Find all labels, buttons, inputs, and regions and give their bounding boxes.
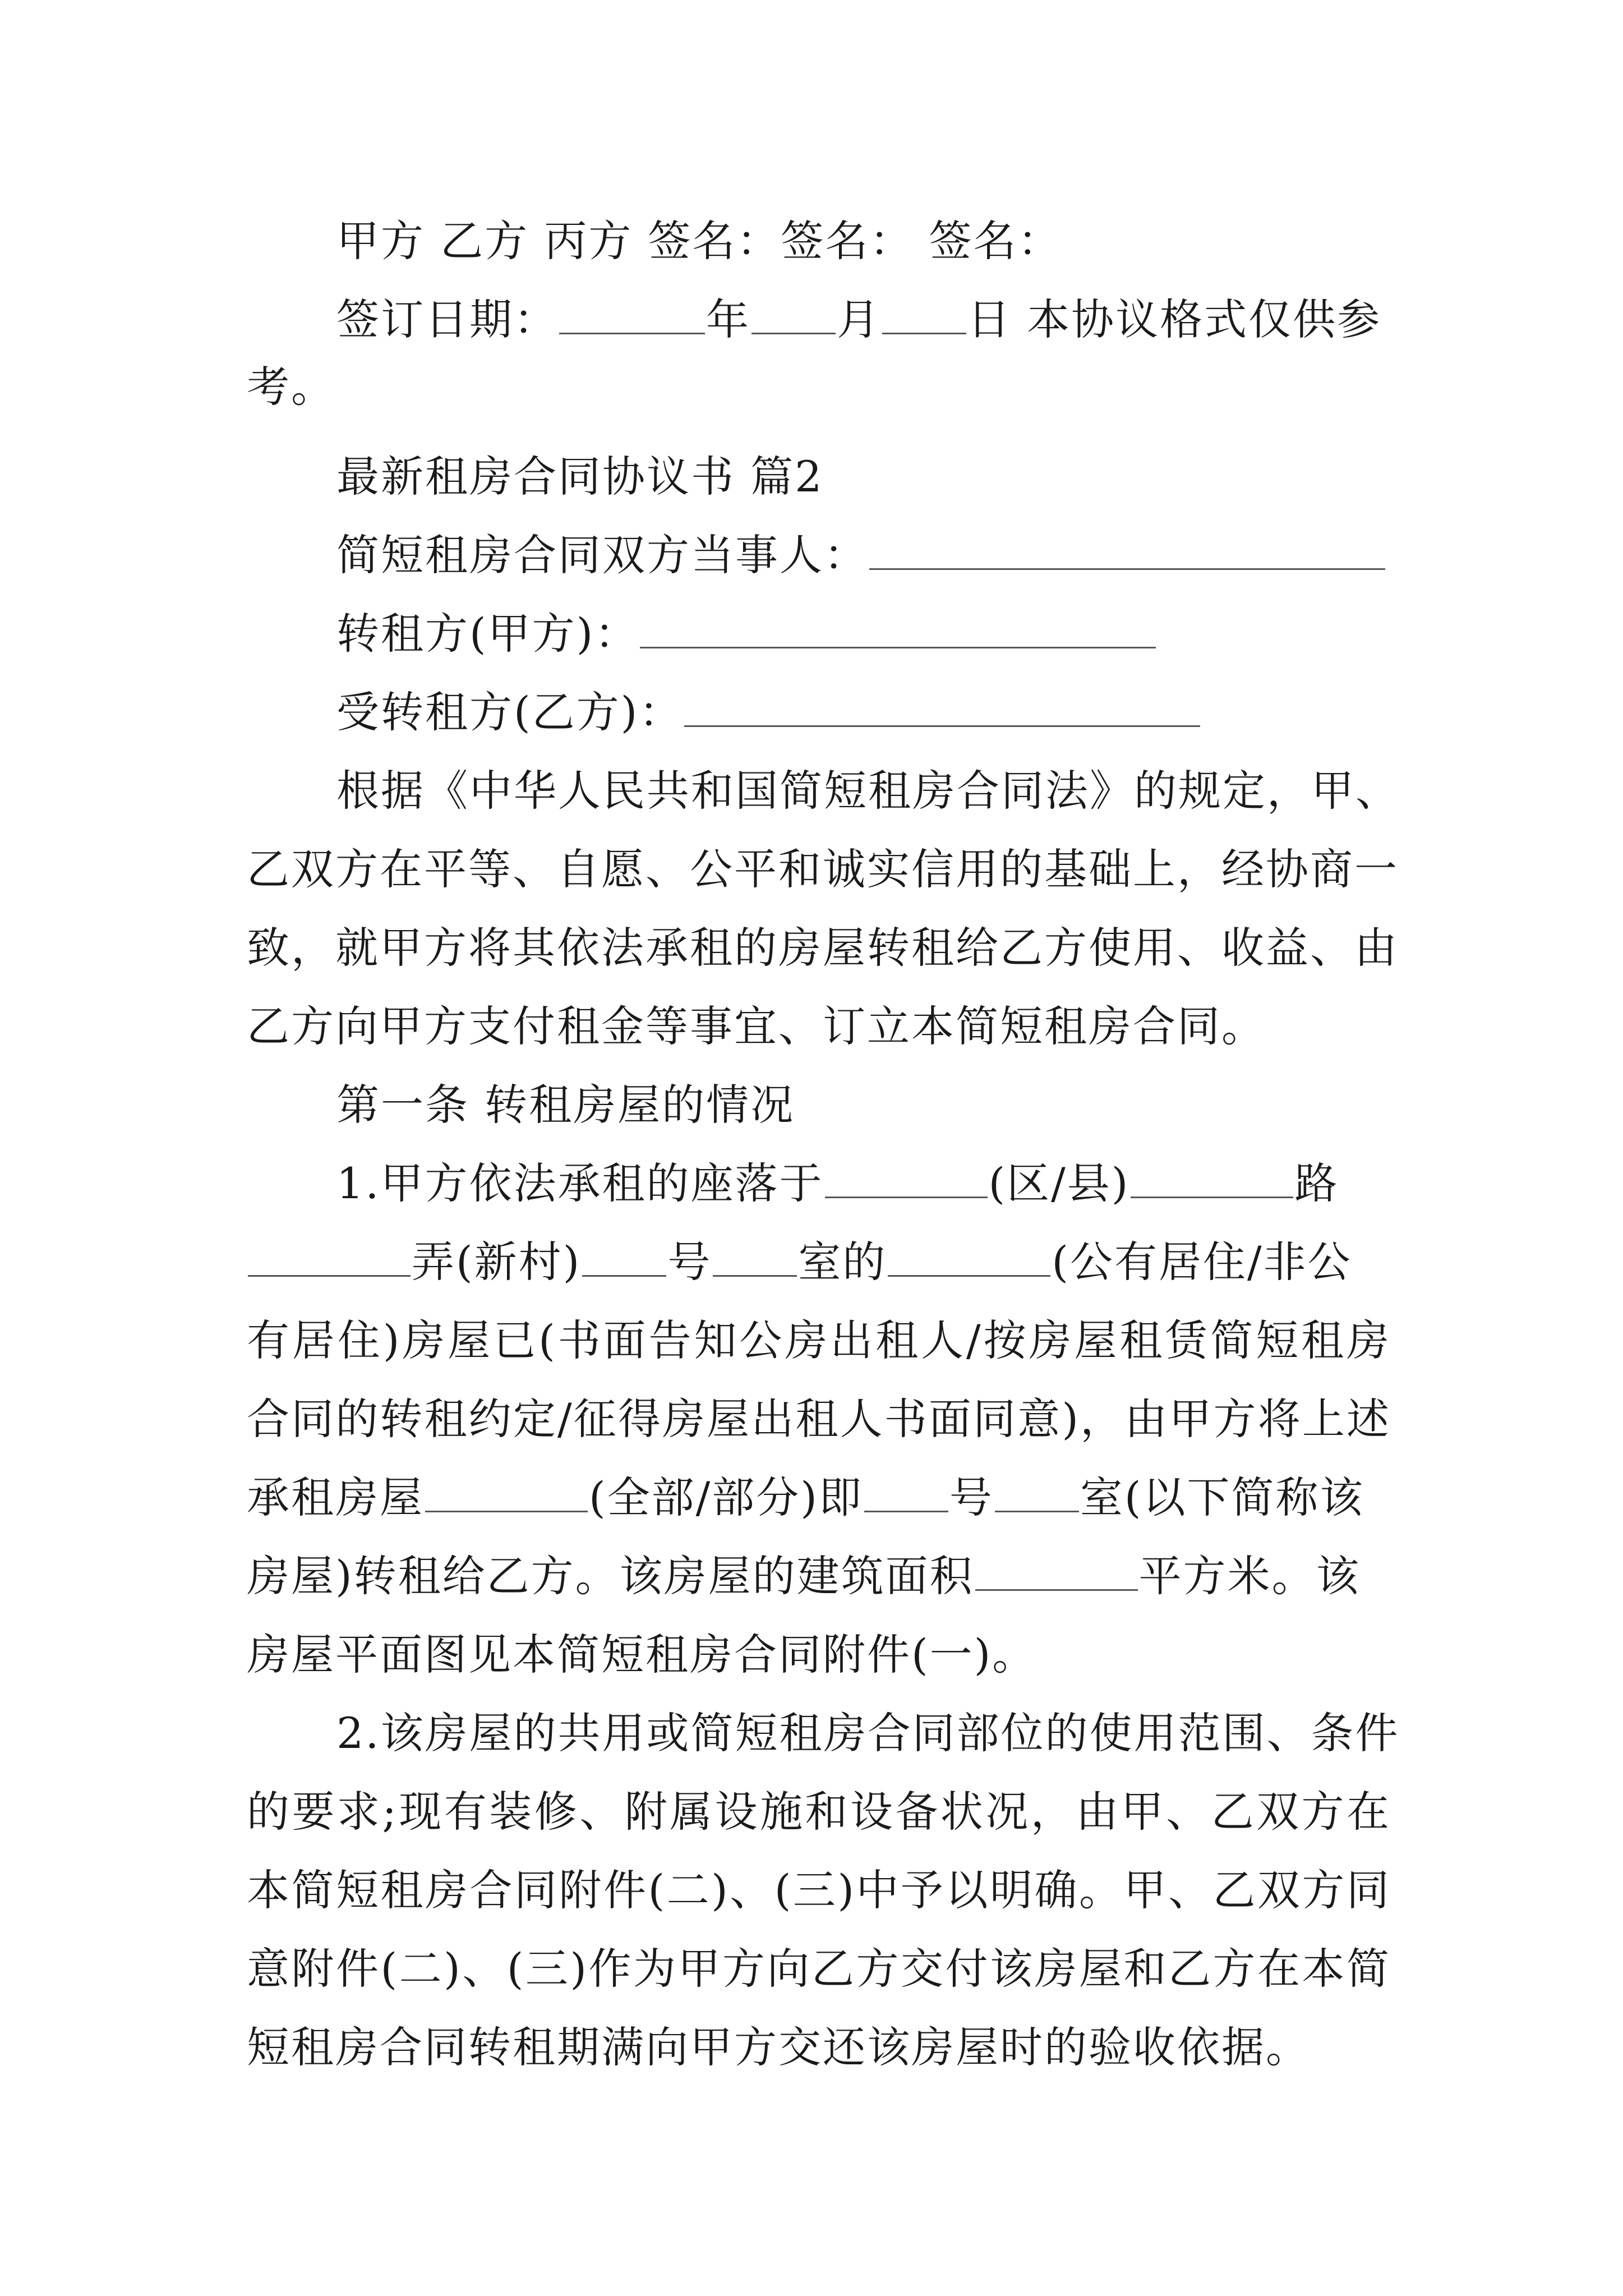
party-a-label: 转租方(甲方)： <box>336 609 639 659</box>
clause1-text: 号 <box>949 1473 994 1522</box>
clause2-line-1: 2.该房屋的共用或简短租房合同部位的使用范围、条件 <box>336 1708 1400 1758</box>
signature-line: 甲方 乙方 丙方 签名：签名： 签名： <box>336 216 1062 266</box>
day-label: 日 <box>967 295 1012 344</box>
parties-header-line <box>336 527 1391 583</box>
intro-line-1: 根据《中华人民共和国简短租房合同法》的规定，甲、 <box>336 766 1400 816</box>
clause1-line-2 <box>247 1234 1391 1290</box>
clause1-text: (公有居住/非公 <box>1052 1237 1352 1287</box>
party-b-line <box>336 684 1391 740</box>
clause1-text: 路 <box>1294 1158 1339 1208</box>
clause2-line-4: 意附件(二)、(三)作为甲方向乙方交付该房屋和乙方在本简 <box>247 1944 1391 1994</box>
intro-line-2: 乙双方在平等、自愿、公平和诚实信用的基础上，经协商一 <box>247 844 1399 894</box>
month-blank[interactable] <box>751 298 836 334</box>
clause1-text: 平方米。该 <box>1138 1551 1361 1601</box>
sign-date-label: 签订日期： <box>336 295 558 344</box>
party-b-label: 受转租方(乙方)： <box>336 687 684 737</box>
clause1-line-7: 房屋平面图见本简短租房合同附件(一)。 <box>247 1630 1037 1680</box>
year-blank[interactable] <box>559 298 705 334</box>
party-b-blank[interactable] <box>684 691 1200 727</box>
clause1-line-5 <box>247 1470 1391 1526</box>
sign-date-line <box>336 292 1391 348</box>
section-title: 最新租房合同协议书 篇2 <box>336 452 824 501</box>
party-a-blank[interactable] <box>640 612 1156 648</box>
parties-blank[interactable] <box>869 533 1385 570</box>
clause1-text: 1.甲方依法承租的座落于 <box>336 1158 824 1208</box>
clause2-line-5: 短租房合同转租期满向甲方交还该房屋时的验收依据。 <box>247 2022 1310 2072</box>
clause1-text: 弄(新村) <box>412 1237 582 1287</box>
intro-line-3: 致，就甲方将其依法承租的房屋转租给乙方使用、收益、由 <box>247 923 1399 973</box>
clause1-line-4: 合同的转租约定/征得房屋出租人书面同意)，由甲方将上述 <box>247 1394 1391 1444</box>
location-blank[interactable] <box>825 1162 988 1198</box>
article1-title: 第一条 转租房屋的情况 <box>336 1080 795 1130</box>
area-blank[interactable] <box>975 1554 1138 1591</box>
clause1-line-3: 有居住)房屋已(书面告知公房出租人/按房屋租赁简短租房 <box>247 1315 1391 1365</box>
party-a-line <box>336 606 1391 662</box>
scope-blank[interactable] <box>425 1476 588 1512</box>
clause1-text: 房屋)转租给乙方。该房屋的建筑面积 <box>247 1551 974 1601</box>
room-blank[interactable] <box>888 1240 1050 1277</box>
district-blank[interactable] <box>1131 1162 1293 1198</box>
format-note: 本协议格式仅供参 <box>1027 295 1382 344</box>
clause1-line-1 <box>336 1156 1391 1212</box>
clause1-text: 室(以下简称该 <box>1080 1473 1364 1522</box>
unit-number-blank[interactable] <box>864 1476 948 1512</box>
lane-blank[interactable] <box>582 1240 666 1277</box>
number-blank[interactable] <box>713 1240 797 1277</box>
year-label: 年 <box>706 295 750 344</box>
clause1-line-6 <box>247 1548 1391 1604</box>
clause1-text: 室的 <box>798 1237 887 1287</box>
clause1-text: (区/县) <box>988 1158 1130 1208</box>
month-label: 月 <box>837 295 881 344</box>
day-blank[interactable] <box>882 298 966 334</box>
clause1-text: (全部/部分)即 <box>589 1473 863 1522</box>
intro-line-4: 乙方向甲方支付租金等事宜、订立本简短租房合同。 <box>247 1001 1266 1051</box>
clause1-text: 号 <box>667 1237 712 1287</box>
unit-room-blank[interactable] <box>995 1476 1079 1512</box>
clause2-line-3: 本简短租房合同附件(二)、(三)中予以明确。甲、乙双方同 <box>247 1865 1391 1915</box>
clause1-text: 承租房屋 <box>247 1473 424 1522</box>
clause2-line-2: 的要求;现有装修、附属设施和设备状况，由甲、乙双方在 <box>247 1787 1391 1837</box>
format-note-end: 考。 <box>247 362 335 412</box>
road-blank[interactable] <box>248 1240 411 1277</box>
parties-header: 简短租房合同双方当事人： <box>336 530 868 580</box>
